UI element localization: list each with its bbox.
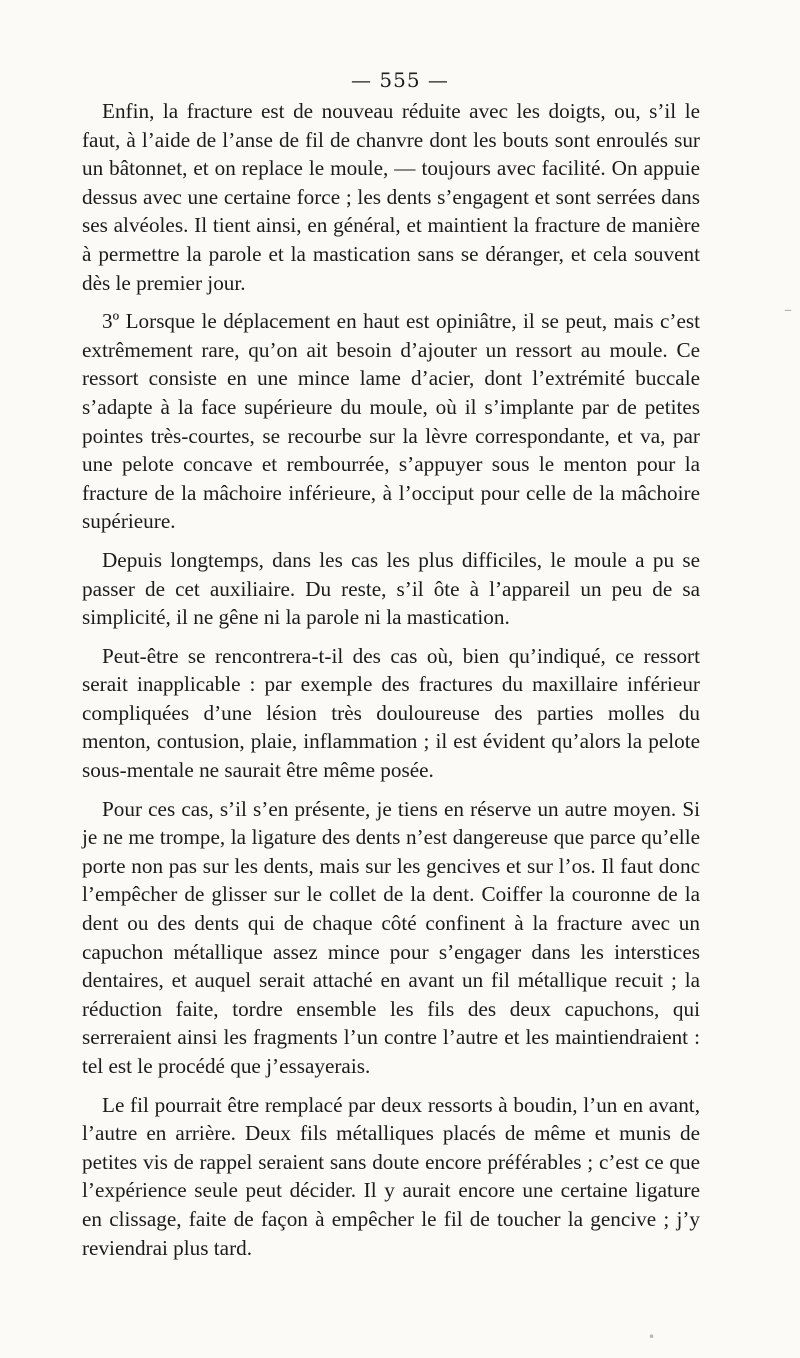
paragraph-3: Depuis longtemps, dans les cas les plus difficiles, le moule a pu se passer de cet auxiliaire. Du reste, s’il ôte à l’appareil un peu de sa simplicité, il ne gêne ni la parole ni la mastication. <box>82 547 700 630</box>
paragraph-6: Le fil pourrait être remplacé par deux ressorts à boudin, l’un en avant, l’autre en arrière. Deux fils métalliques placés de même et munis de petites vis de rappel seraient sans doute encore préférables ; c’est ce que l’expérience seule peut décider. Il y aurait encore une certaine ligature en clissage, faite de façon à empêcher le fil de toucher la gencive ; j’y reviendrai plus tard. <box>82 1092 700 1260</box>
paragraph-2: 3º Lorsque le déplacement en haut est opiniâtre, il se peut, mais c’est extrêmement rare, qu’on ait besoin d’ajouter un ressort au moule. Ce ressort consiste en une mince lame d’acier, dont l’extrémité buccale s’adapte à la face supérieure du moule, où il s’implante par de petites pointes très-courtes, se recourbe sur la lèvre correspondante, et va, par une pelote concave et rembourrée, s’appuyer sous le menton pour la fracture de la mâchoire inférieure, à l’occiput pour celle de la mâchoire supérieure. <box>82 309 700 534</box>
bottom-speck: • <box>648 1330 656 1344</box>
margin-mark: – <box>784 300 792 319</box>
body-text <box>82 97 700 1272</box>
paragraph-5: Pour ces cas, s’il s’en présente, je tiens en réserve un autre moyen. Si je ne me trompe, la ligature des dents n’est dangereuse que parce qu’elle porte non pas sur les dents, mais sur les gencives et sur l’os. Il faut donc l’empêcher de glisser sur le collet de la dent. Coiffer la couronne de la dent ou des dents qui de chaque côté confinent à la fracture avec un capuchon métallique assez mince pour s’engager dans les interstices dentaires, et auquel serait attaché en avant un fil métallique recuit ; la réduction faite, tordre ensemble les fils des deux capuchons, qui serreraient ainsi les fragments l’un contre l’autre et les maintiendraient : tel est le procédé que j’essayerais. <box>82 796 700 1078</box>
paragraph-4: Peut-être se rencontrera-t-il des cas où, bien qu’indiqué, ce ressort serait inapplicable : par exemple des fractures du maxillaire inférieur compliquées d’une lésion très douloureuse des parties molles du menton, contusion, plaie, inflammation ; il est évident qu’alors la pelote sous-mentale ne saurait être même posée. <box>82 643 700 783</box>
paragraph-1: Enfin, la fracture est de nouveau réduite avec les doigts, ou, s’il le faut, à l’aide de l’anse de fil de chanvre dont les bouts sont enroulés sur un bâtonnet, et on replace le moule, — toujours avec facilité. On appuie dessus avec une certaine force ; les dents s’engagent et sont serrées dans ses alvéoles. Il tient ainsi, en général, et maintient la fracture de manière à permettre la parole et la mastication sans se déranger, et cela souvent dès le premier jour. <box>82 99 700 295</box>
page-number: — 555 — <box>351 68 449 92</box>
